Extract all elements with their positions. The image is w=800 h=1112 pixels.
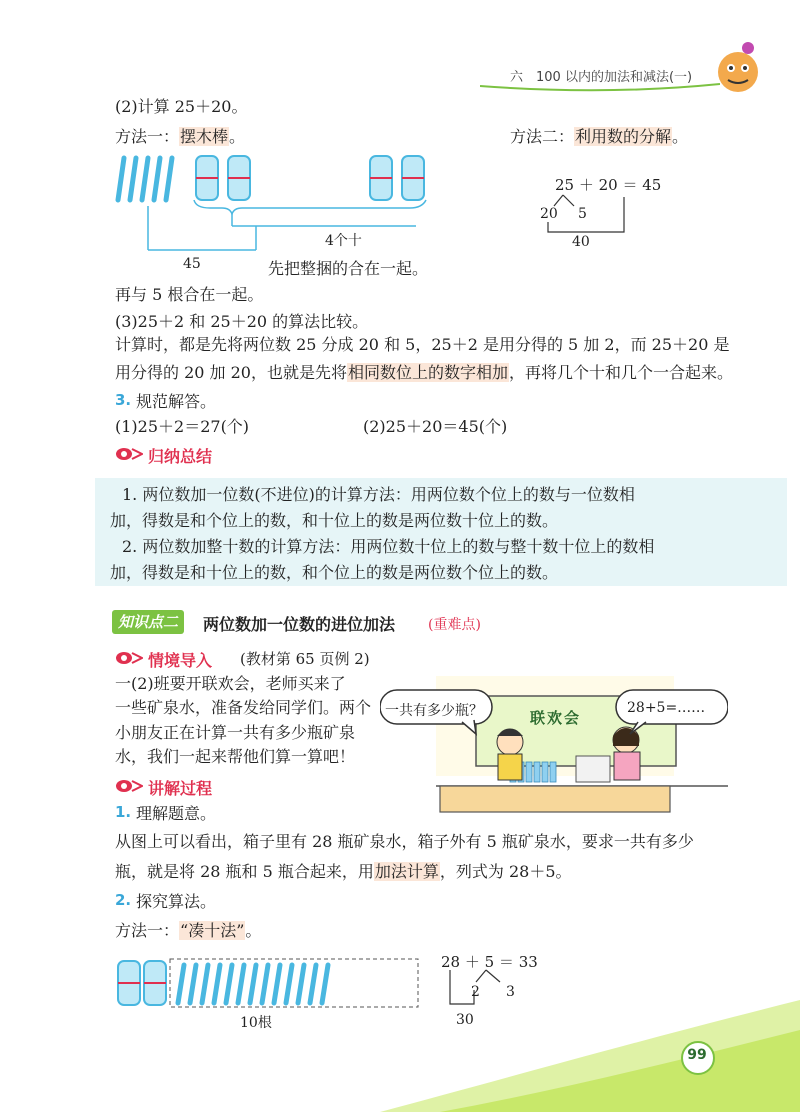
- then-line: 再与 5 根合在一起。: [115, 285, 264, 304]
- scenario-l4: 水，我们一起来帮他们算一算吧！: [115, 747, 356, 766]
- process-decomp-diagram: [440, 968, 540, 1018]
- knowledge-tag: 知识点二: [112, 610, 184, 634]
- part3-para-l1: 计算时，都是先将两位数 25 分成 20 和 5，25＋2 是用分得的 5 加 2，而 25＋20 是: [115, 335, 730, 354]
- process-para-l2-b: ，列式为 28＋5。: [439, 862, 572, 881]
- scenario-l3: 小朋友正在计算一共有多少瓶矿泉: [115, 723, 356, 742]
- process-method1-name: “凑十法”: [180, 921, 245, 940]
- split-right-5: 5: [578, 206, 587, 222]
- process-para-l2: [115, 861, 572, 883]
- diagram-note: 先把整捆的合在一起。: [268, 259, 429, 278]
- process-split-right: 3: [506, 984, 515, 1000]
- process-equation: 28 ＋ 5 ＝ 33: [441, 953, 538, 971]
- summary-item1-l2: 加，得数是和个位上的数，和十位上的数是两位数十位上的数。: [110, 511, 559, 530]
- board-text: 联欢会: [530, 709, 582, 727]
- split-left-20: 20: [540, 206, 558, 222]
- classroom-illustration: [380, 676, 728, 814]
- method1-name: 摆木棒: [180, 127, 229, 146]
- process-split-left: 2: [471, 984, 480, 1000]
- eye-icon: [115, 779, 143, 793]
- part3-para-l2: [115, 362, 733, 384]
- summary-item1-l1: 1. 两位数加一位数(不进位)的计算方法：用两位数个位上的数与一位数相: [122, 485, 635, 504]
- part2-heading: (2)计算 25＋20。: [115, 97, 248, 116]
- step1-number: 1.: [115, 803, 132, 821]
- step3-label: 规范解答。: [136, 392, 217, 411]
- method1-line: [115, 126, 245, 148]
- sticks-diagram: [110, 150, 440, 255]
- step2-number: 2.: [115, 891, 132, 909]
- step3-number: 3.: [115, 391, 132, 409]
- difficulty-label: (重难点): [428, 617, 481, 633]
- scenario-l2: 一些矿泉水，准备发给同学们。两个: [115, 698, 372, 717]
- summary-title: 归纳总结: [148, 447, 213, 466]
- part3-highlight: 相同数位上的数字相加: [347, 363, 508, 382]
- method2-line: [510, 126, 688, 148]
- combined-40: 40: [572, 234, 590, 250]
- scenario-reference: (教材第 65 页例 2): [240, 650, 370, 668]
- process-combined: 30: [456, 1012, 474, 1028]
- part3-para-l2-a: 用分得的 20 加 20，也就是先将: [115, 363, 347, 382]
- make-ten-diagram: [112, 955, 422, 1015]
- method2-name: 利用数的分解: [575, 127, 672, 146]
- scenario-l1: 一(2)班要开联欢会，老师买来了: [115, 674, 346, 693]
- eye-icon: [115, 447, 143, 461]
- process-para-l1: 从图上可以看出，箱子里有 28 瓶矿泉水，箱子外有 5 瓶矿泉水，要求一共有多少: [115, 832, 694, 851]
- page-number: 99: [687, 1047, 707, 1063]
- eye-icon: [115, 651, 143, 665]
- decomp-equation: 25 ＋ 20 ＝ 45: [555, 176, 662, 194]
- method2-prefix: 方法二：: [510, 127, 575, 146]
- process-para-l2-a: 瓶，就是将 28 瓶和 5 瓶合起来，用: [115, 862, 374, 881]
- mascot-icon: [712, 40, 764, 96]
- sum-label-45: 45: [183, 256, 201, 272]
- method1-prefix: 方法一：: [115, 127, 180, 146]
- process-method1-suffix: 。: [245, 921, 262, 940]
- knowledge-title: 两位数加一位数的进位加法: [203, 615, 396, 634]
- ten-count-label: 4个十: [325, 233, 362, 249]
- method2-suffix: 。: [672, 127, 689, 146]
- process-method1-line: [115, 920, 261, 942]
- step1-label: 理解题意。: [136, 804, 217, 823]
- process-title: 讲解过程: [148, 779, 213, 798]
- answer-2: (2)25＋20＝45(个): [363, 417, 508, 436]
- bubble-right-text: 28+5=……: [627, 700, 706, 716]
- chapter-header: 六 100 以内的加法和减法(一): [510, 70, 693, 85]
- part3-heading: (3)25＋2 和 25＋20 的算法比较。: [115, 312, 369, 331]
- summary-item2-l1: 2. 两位数加整十数的计算方法：用两位数十位上的数与整十数十位上的数相: [122, 537, 655, 556]
- process-method1-prefix: 方法一：: [115, 921, 180, 940]
- scenario-title: 情境导入: [148, 651, 213, 670]
- step2-label: 探究算法。: [136, 892, 217, 911]
- method1-suffix: 。: [229, 127, 246, 146]
- answer-1: (1)25＋2＝27(个): [115, 417, 250, 436]
- header-curve: [480, 82, 720, 92]
- ten-sticks-label: 10根: [240, 1015, 272, 1031]
- process-highlight: 加法计算: [374, 862, 439, 881]
- summary-item2-l2: 加，得数是和十位上的数，和个位上的数是两位数个位上的数。: [110, 563, 559, 582]
- part3-para-l2-b: ，再将几个十和几个一合起来。: [509, 363, 734, 382]
- bubble-left-text: 一共有多少瓶？: [385, 703, 483, 719]
